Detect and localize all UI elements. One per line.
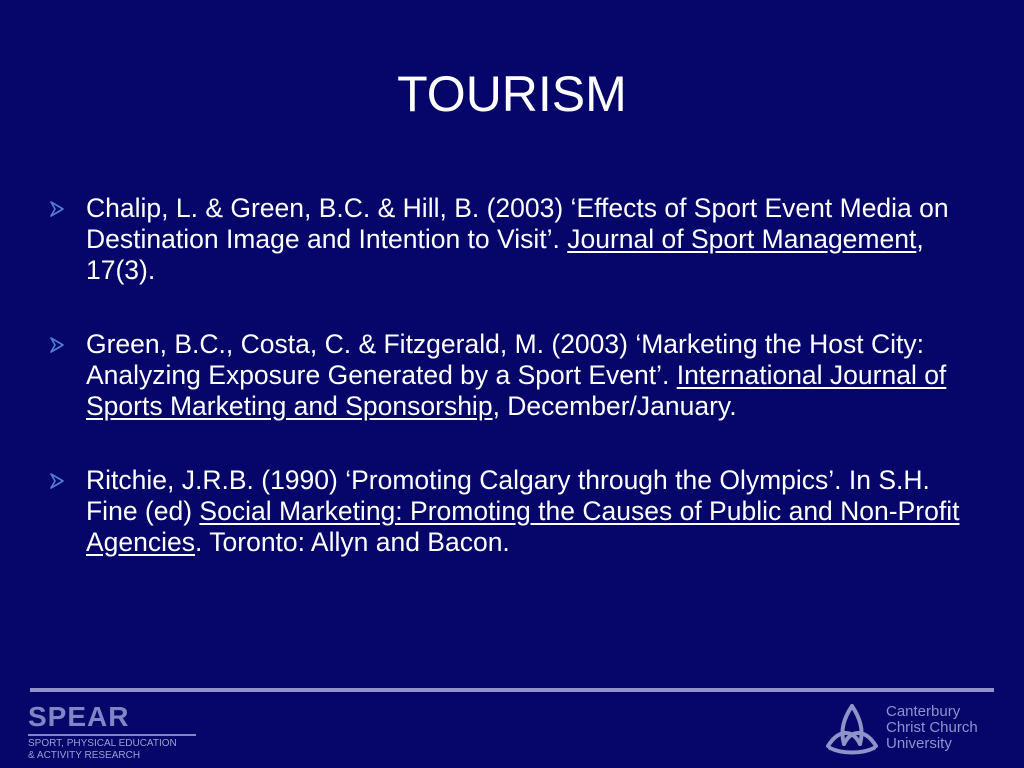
arrow-bullet-icon	[48, 336, 66, 354]
arrow-bullet-icon	[48, 200, 66, 218]
reference-item	[48, 193, 978, 286]
spear-logo	[28, 700, 218, 764]
canterbury-christ-church-logo-icon	[822, 700, 882, 756]
university-logo	[822, 700, 1002, 760]
reference-text: Green, B.C., Costa, C. & Fitzgerald, M. (2003) ‘Marketing the Host City: Analyzing Exposure Generated by a Sport Event’.	[86, 329, 924, 390]
slide-title: TOURISM	[397, 66, 627, 122]
spear-logo-rule	[28, 734, 196, 736]
spear-subtitle	[28, 738, 177, 762]
reference-detail: . Toronto: Allyn and Bacon.	[195, 527, 510, 557]
reference-list	[48, 193, 978, 601]
reference-item	[48, 465, 978, 558]
footer-divider	[30, 688, 994, 692]
university-name-line-1: Canterbury	[886, 703, 961, 720]
spear-subtitle-line-2: & ACTIVITY RESEARCH	[28, 750, 141, 761]
reference-item	[48, 329, 978, 422]
reference-journal: Journal of Sport Management	[567, 224, 917, 254]
reference-journal: International Journal of Sports Marketing and Sponsorship	[86, 360, 947, 421]
arrow-bullet-icon	[48, 472, 66, 490]
reference-detail: , 17(3).	[86, 224, 924, 285]
spear-wordmark: SPEAR	[28, 701, 130, 732]
university-name-line-2: Christ Church	[886, 719, 978, 736]
spear-subtitle-line-1: SPORT, PHYSICAL EDUCATION	[28, 738, 177, 749]
reference-detail: , December/January.	[492, 391, 737, 421]
university-name-line-3: University	[886, 735, 952, 752]
reference-book: Social Marketing: Promoting the Causes of Public and Non-Profit Agencies	[86, 496, 960, 557]
reference-text: Ritchie, J.R.B. (1990) ‘Promoting Calgary through the Olympics’. In S.H. Fine (ed)	[86, 465, 930, 526]
university-name	[886, 704, 978, 752]
reference-text: Chalip, L. & Green, B.C. & Hill, B. (2003) ‘Effects of Sport Event Media on Destination Image and Intention to Visit’.	[86, 193, 949, 254]
